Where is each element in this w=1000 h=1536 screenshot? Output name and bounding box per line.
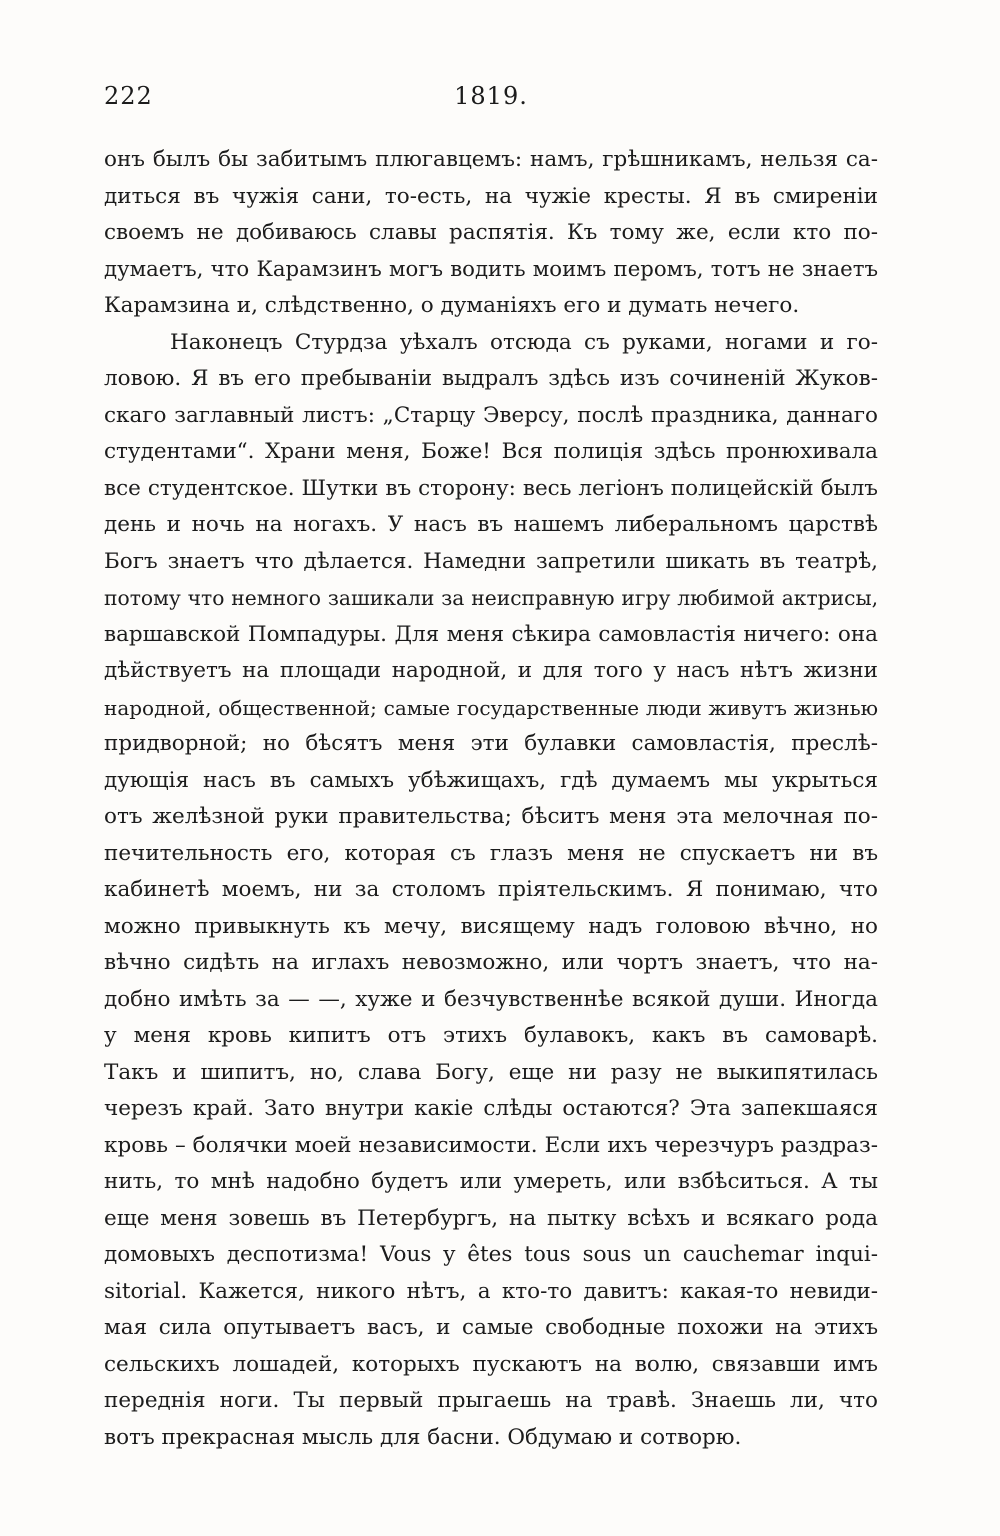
text-line: Наконецъ Стурдза уѣхалъ отсюда съ руками, ногами и го- — [170, 329, 878, 355]
text-line: день и ночь на ногахъ. У насъ въ нашемъ либеральномъ царствѣ — [104, 512, 878, 537]
text-line: вотъ прекрасная мысль для басни. Обдумаю и сотворю. — [104, 1424, 742, 1450]
text-line: домовыхъ деспотизма! Vous y êtes tous sous un cauchemar inqui- — [104, 1242, 878, 1267]
text-line: переднія ноги. Ты первый прыгаешь на травѣ. Знаешь ли, что — [104, 1388, 878, 1413]
text-line: своемъ не добиваюсь славы распятія. Къ тому же, если кто по- — [104, 220, 878, 245]
paragraph — [104, 142, 878, 325]
text-line: придворной; но бѣсятъ меня эти булавки самовластія, преслѣ- — [104, 731, 878, 756]
text-line: диться въ чужія сани, то-есть, на чужіе кресты. Я въ смиреніи — [104, 183, 878, 209]
text-line: вѣчно сидѣть на иглахъ невозможно, или чортъ знаетъ, что на- — [104, 950, 878, 975]
text-line: студентами“. Храни меня, Боже! Вся полиція здѣсь пронюхивала — [104, 439, 878, 464]
text-line: Карамзина и, слѣдственно, о думаніяхъ его и думать нечего. — [104, 293, 800, 318]
text-line: кабинетѣ моемъ, ни за столомъ пріятельскимъ. Я понимаю, что — [104, 877, 878, 902]
running-head-year: 1819. — [454, 82, 528, 110]
text-line: Такъ и шипитъ, но, слава Богу, еще ни разу не выкипятилась — [104, 1059, 878, 1085]
paragraph — [104, 325, 878, 1457]
text-line: ловою. Я въ его пребываніи выдралъ здѣсь изъ сочиненій Жуков- — [104, 366, 878, 391]
text-line: дѣйствуетъ на площади народной, и для того у насъ нѣтъ жизни — [104, 658, 878, 683]
text-line: черезъ край. Зато внутри какіе слѣды остаются? Эта запекшаяся — [104, 1096, 878, 1121]
text-line: добно имѣть за — —, хуже и безчувственнѣе всякой души. Иногда — [104, 986, 878, 1012]
page-header — [104, 82, 878, 122]
text-line: потому что немного зашикали за неисправную игру любимой актрисы, — [104, 586, 878, 610]
text-line: онъ былъ бы забитымъ плюгавцемъ: намъ, грѣшникамъ, нельзя са- — [104, 147, 878, 172]
page-number: 222 — [104, 82, 153, 110]
text-line: народной, общественной; самые государственные люди живутъ жизнью — [104, 695, 878, 720]
text-line: у меня кровь кипитъ отъ этихъ булавокъ, какъ въ самоварѣ. — [104, 1023, 878, 1048]
text-line: сельскихъ лошадей, которыхъ пускаютъ на волю, связавши имъ — [104, 1351, 878, 1377]
text-line: дующія насъ въ самыхъ убѣжищахъ, гдѣ думаемъ мы укрыться — [104, 767, 878, 793]
text-line: варшавской Помпадуры. Для меня сѣкира самовластія ничего: она — [104, 621, 878, 647]
text-line: Богъ знаетъ что дѣлается. Намедни запретили шикать въ театрѣ, — [104, 548, 878, 574]
text-line: можно привыкнуть къ мечу, висящему надъ головою вѣчно, но — [104, 913, 878, 939]
text-line: печительность его, которая съ глазъ меня не спускаетъ ни въ — [104, 840, 878, 866]
text-line: еще меня зовешь въ Петербургъ, на пытку всѣхъ и всякаго рода — [104, 1205, 878, 1231]
text-line: думаетъ, что Карамзинъ могъ водить моимъ перомъ, тотъ не знаетъ — [104, 256, 878, 282]
body-text — [104, 142, 878, 1456]
text-line: мая сила опутываетъ васъ, и самые свободные похожи на этихъ — [104, 1315, 878, 1340]
text-line: кровь – болячки моей независимости. Если ихъ черезчуръ раздраз- — [104, 1132, 878, 1158]
text-line: скаго заглавный листъ: „Старцу Эверсу, послѣ праздника, даннаго — [104, 402, 878, 428]
text-line: отъ желѣзной руки правительства; бѣситъ меня эта мелочная по- — [104, 804, 878, 829]
text-line: все студентское. Шутки въ сторону: весь легіонъ полицейскій былъ — [104, 475, 878, 501]
text-line: нить, то мнѣ надобно будетъ или умереть, или взбѣситься. А ты — [104, 1169, 878, 1194]
text-line: sitorial. Кажется, никого нѣтъ, а кто-то давитъ: какая-то невиди- — [104, 1278, 878, 1304]
